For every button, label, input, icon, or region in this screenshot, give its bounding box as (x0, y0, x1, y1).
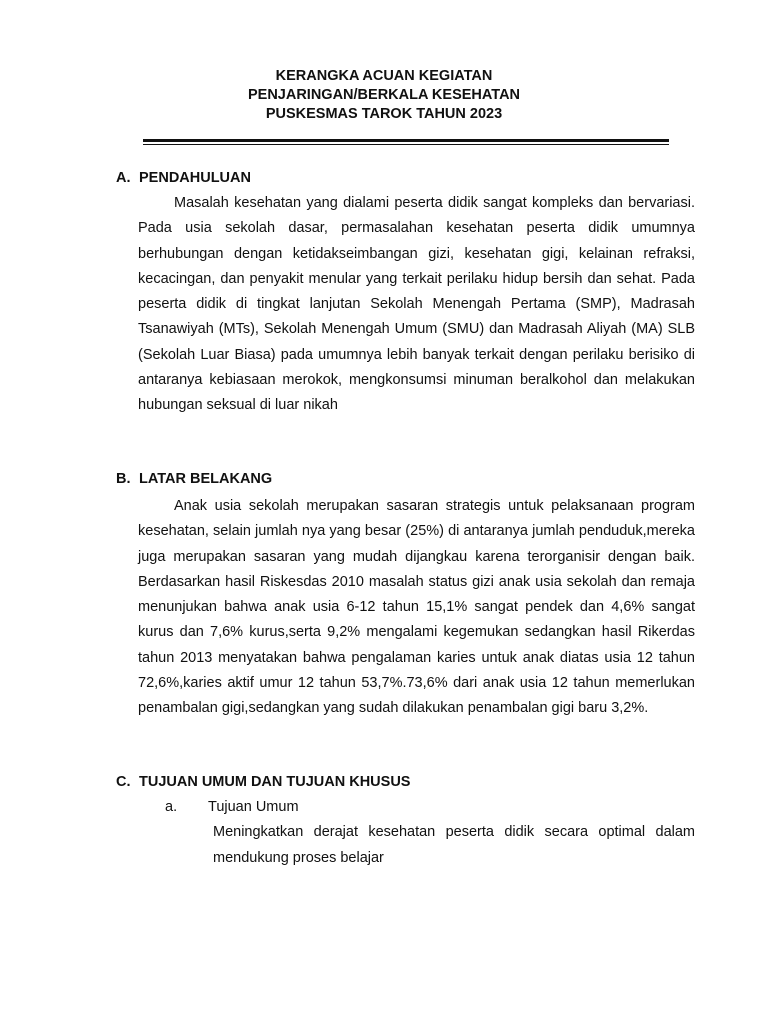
subsection-label: Tujuan Umum (208, 799, 299, 815)
section-a-title: PENDAHULUAN (139, 170, 251, 186)
header-line-3: PUSKESMAS TAROK TAHUN 2023 (265, 106, 503, 122)
section-b-body (138, 494, 695, 722)
section-b-heading (116, 471, 272, 487)
section-b-letter: B. (116, 471, 131, 487)
header-line-2: PENJARINGAN/BERKALA KESEHATAN (247, 87, 521, 103)
section-a-text: Masalah kesehatan yang dialami peserta didik sangat kompleks dan bervariasi. Pada usia sekolah dasar, permasalahan kesehatan peserta didik umumnya berhubungan dengan ketidakseimbangan gizi, kesehatan gigi, kelainan refraksi, kecacingan, dan penyakit menular yang terkait perilaku hidup bersih dan sehat. Pada peserta didik di tingkat lanjutan Sekolah Menengah Pertama (SMP), Madrasah Tsanawiyah (MTs), Sekolah Menengah Umum (SMU) dan Madrasah Aliyah (MA) SLB (Sekolah Luar Biasa) pada umumnya lebih banyak terkait dengan perilaku berisiko di antaranya kebiasaan merokok, mengkonsumsi minuman beralkohol dan melakukan hubungan seksual di luar nikah (138, 195, 695, 414)
subsection-letter: a. (165, 799, 178, 815)
header-line-1: KERANGKA ACUAN KEGIATAN (275, 68, 493, 84)
header-divider-thick (143, 139, 669, 142)
section-c-title: TUJUAN UMUM DAN TUJUAN KHUSUS (139, 774, 411, 790)
subsection-tujuan-umum-body: Meningkatkan derajat kesehatan peserta didik secara optimal dalam mendukung proses belajar (213, 824, 695, 866)
subsection-tujuan-umum (165, 799, 299, 815)
section-a-body (138, 191, 695, 419)
document-header (0, 67, 768, 124)
section-b-title: LATAR BELAKANG (139, 471, 273, 487)
section-a-heading (116, 170, 251, 186)
section-c-heading (116, 774, 410, 790)
header-divider-thin (143, 144, 669, 145)
section-c-letter: C. (116, 774, 131, 790)
section-a-letter: A. (116, 170, 131, 186)
section-b-text: Anak usia sekolah merupakan sasaran strategis untuk pelaksanaan program kesehatan, selain jumlah nya yang besar (25%) di antaranya jumlah penduduk,mereka juga merupakan sasaran yang mudah dijangkau karena terorganisir dengan baik. Berdasarkan hasil Riskesdas 2010 masalah status gizi anak usia sekolah dan remaja menunjukan bahwa anak usia 6-12 tahun 15,1% sangat pendek dan 4,6% sangat kurus dan 7,6% kurus,serta 9,2% mengalami kegemukan sedangkan hasil Rikerdas tahun 2013 menyatakan bahwa pengalaman karies untuk anak diatas usia 12 tahun 72,6%,karies aktif umur 12 tahun 53,7%.73,6% dari anak usia 12 tahun memerlukan penambalan gigi,sedangkan yang sudah dilakukan penambalan gigi baru 3,2%. (138, 498, 695, 717)
